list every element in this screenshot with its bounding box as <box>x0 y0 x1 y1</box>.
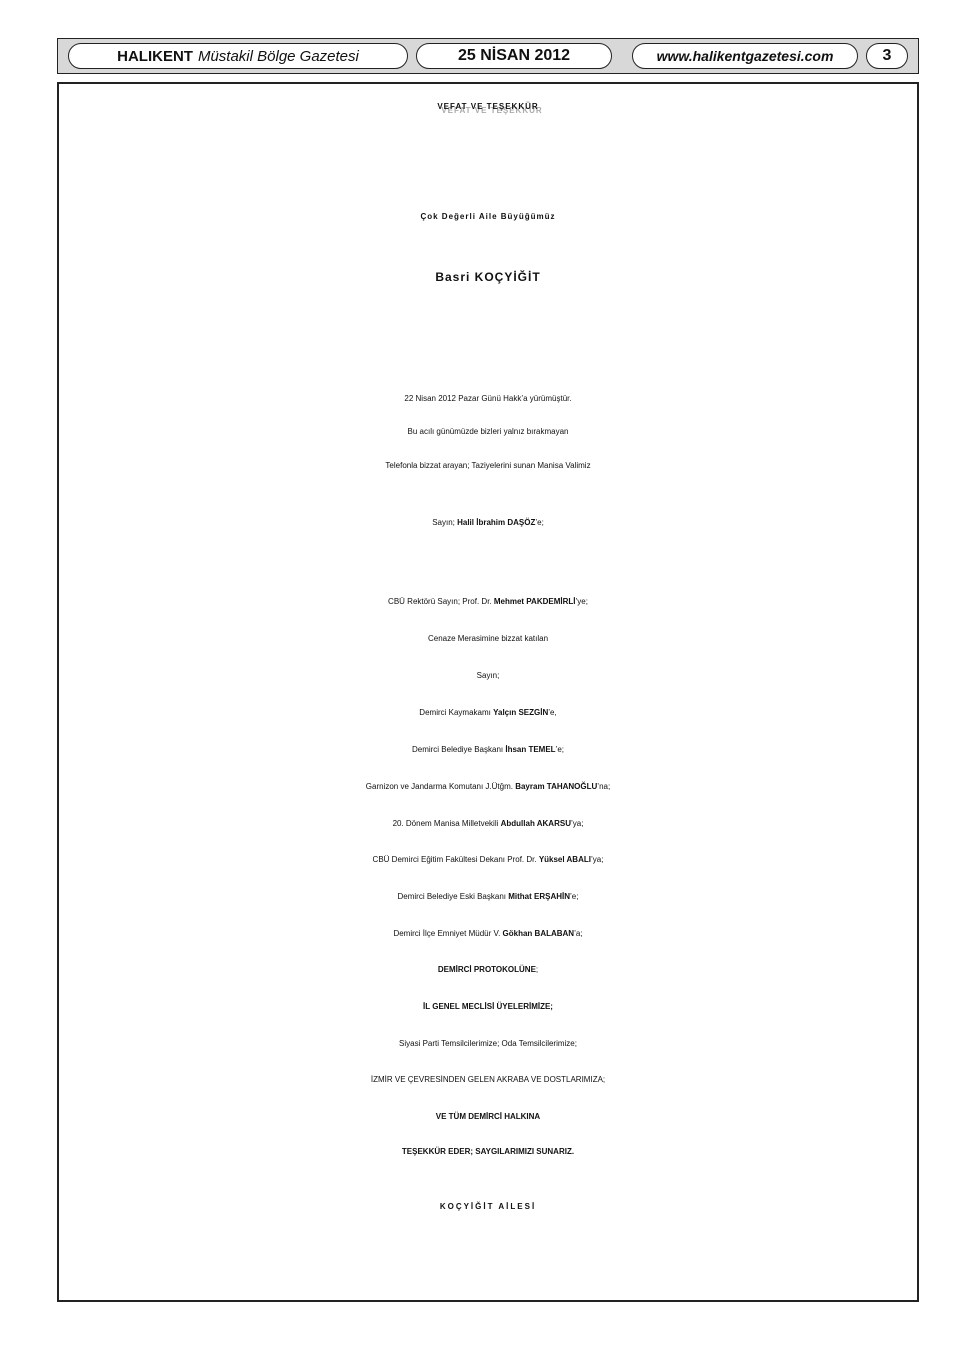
thanks-text: Demirci Belediye Eski Başkanı <box>397 892 509 901</box>
thanks-line-8 <box>59 855 917 864</box>
thanks-name: Yüksel ABALI <box>538 855 591 864</box>
thanks-text: Demirci Belediye Başkanı <box>411 745 506 754</box>
thanks-text: İL GENEL MECLİSİ ÜYELERİMİZE; <box>423 1002 553 1011</box>
thanks-line-4 <box>59 708 917 717</box>
issue-date: 25 NİSAN 2012 <box>416 43 612 69</box>
governor-suffix: ’e; <box>535 518 544 527</box>
thanks-text: 20. Dönem Manisa Milletvekili <box>392 819 501 828</box>
thanks-line-9 <box>59 892 917 901</box>
thanks-suffix: ’ya; <box>590 855 604 864</box>
thanks-line-2 <box>59 634 917 643</box>
thanks-suffix: ’a; <box>574 929 583 938</box>
family-signature: KOÇYİĞİT AİLESİ <box>439 1202 537 1211</box>
thanks-line-13 <box>59 1039 917 1048</box>
thanks-text: Siyasi Parti Temsilcilerimize; Oda Temsilcilerimize; <box>399 1039 577 1048</box>
ad-title: VEFAT VE TEŞEKKÜR <box>437 102 539 111</box>
thanks-text: Demirci Kaymakamı <box>419 708 494 717</box>
thanks-text: Demirci İlçe Emniyet Müdür V. <box>393 929 503 938</box>
thanks-suffix: ’ye; <box>575 597 588 606</box>
intro-line-3: Telefonla bizzat arayan; Taziyelerini sunan Manisa Valimiz <box>385 461 591 470</box>
thanks-line-11 <box>59 965 917 974</box>
thanks-suffix: ; <box>535 965 539 974</box>
thanks-text: Cenaze Merasimine bizzat katılan <box>427 634 549 643</box>
thanks-line-5 <box>59 745 917 754</box>
thanks-line-14 <box>59 1075 917 1084</box>
intro-line-1: 22 Nisan 2012 Pazar Günü Hakk’a yürümüştür. <box>404 394 572 403</box>
thanks-line-6 <box>59 782 917 791</box>
ad-subtitle: Çok Değerli Aile Büyüğümüz <box>420 212 556 221</box>
thanks-name: Abdullah AKARSU <box>500 819 571 828</box>
thanks-line-7 <box>59 819 917 828</box>
thanks-name: Gökhan BALABAN <box>502 929 575 938</box>
thanks-name: Yalçın SEZGİN <box>493 708 549 717</box>
thanks-text: İZMİR VE ÇEVRESİNDEN GELEN AKRABA VE DOSTLARIMIZA; <box>370 1075 606 1084</box>
intro-line-2: Bu acılı günümüzde bizleri yalnız bırakmayan <box>407 427 569 436</box>
closing-thanks: TEŞEKKÜR EDER; SAYGILARIMIZI SUNARIZ. <box>401 1147 575 1156</box>
thanks-text: Sayın; <box>476 671 500 680</box>
brand-name: HALIKENT <box>117 47 193 65</box>
thanks-suffix: ’e; <box>555 745 565 754</box>
governor-name: Halil İbrahim DAŞÖZ <box>457 518 536 527</box>
thanks-text: Garnizon ve Jandarma Komutanı J.Ütğm. <box>365 782 516 791</box>
thanks-suffix: ’na; <box>597 782 611 791</box>
thanks-text: CBÜ Rektörü Sayın; Prof. Dr. <box>388 597 494 606</box>
thanks-name: Mithat ERŞAHİN <box>508 892 571 901</box>
thanks-name: Mehmet PAKDEMİRLİ <box>493 597 576 606</box>
thanks-text: VE TÜM DEMİRCİ HALKINA <box>435 1112 541 1121</box>
newspaper-brand <box>68 43 408 69</box>
thanks-line-1 <box>59 597 917 606</box>
thanks-line-12 <box>59 1002 917 1011</box>
governor-line <box>59 518 917 527</box>
thanks-suffix: ’e; <box>570 892 579 901</box>
thanks-suffix: ’ya; <box>570 819 584 828</box>
deceased-name: Basri KOÇYİĞİT <box>435 270 541 284</box>
newspaper-header <box>57 38 919 74</box>
thanks-name: İhsan TEMEL <box>505 745 556 754</box>
thanks-text: CBÜ Demirci Eğitim Fakültesi Dekanı Prof. Dr. <box>372 855 539 864</box>
thanks-line-3 <box>59 671 917 680</box>
brand-tagline: Müstakil Bölge Gazetesi <box>197 47 359 65</box>
page-number: 3 <box>866 43 908 69</box>
condolence-ad-frame <box>57 82 919 1302</box>
thanks-text: DEMİRCİ PROTOKOLÜNE <box>437 965 536 974</box>
thanks-line-15 <box>59 1112 917 1121</box>
thanks-suffix: ’e, <box>548 708 557 717</box>
website-link[interactable]: www.halikentgazetesi.com <box>632 43 858 69</box>
governor-prefix: Sayın; <box>432 518 458 527</box>
thanks-line-10 <box>59 929 917 938</box>
thanks-name: Bayram TAHANOĞLU <box>515 782 598 791</box>
